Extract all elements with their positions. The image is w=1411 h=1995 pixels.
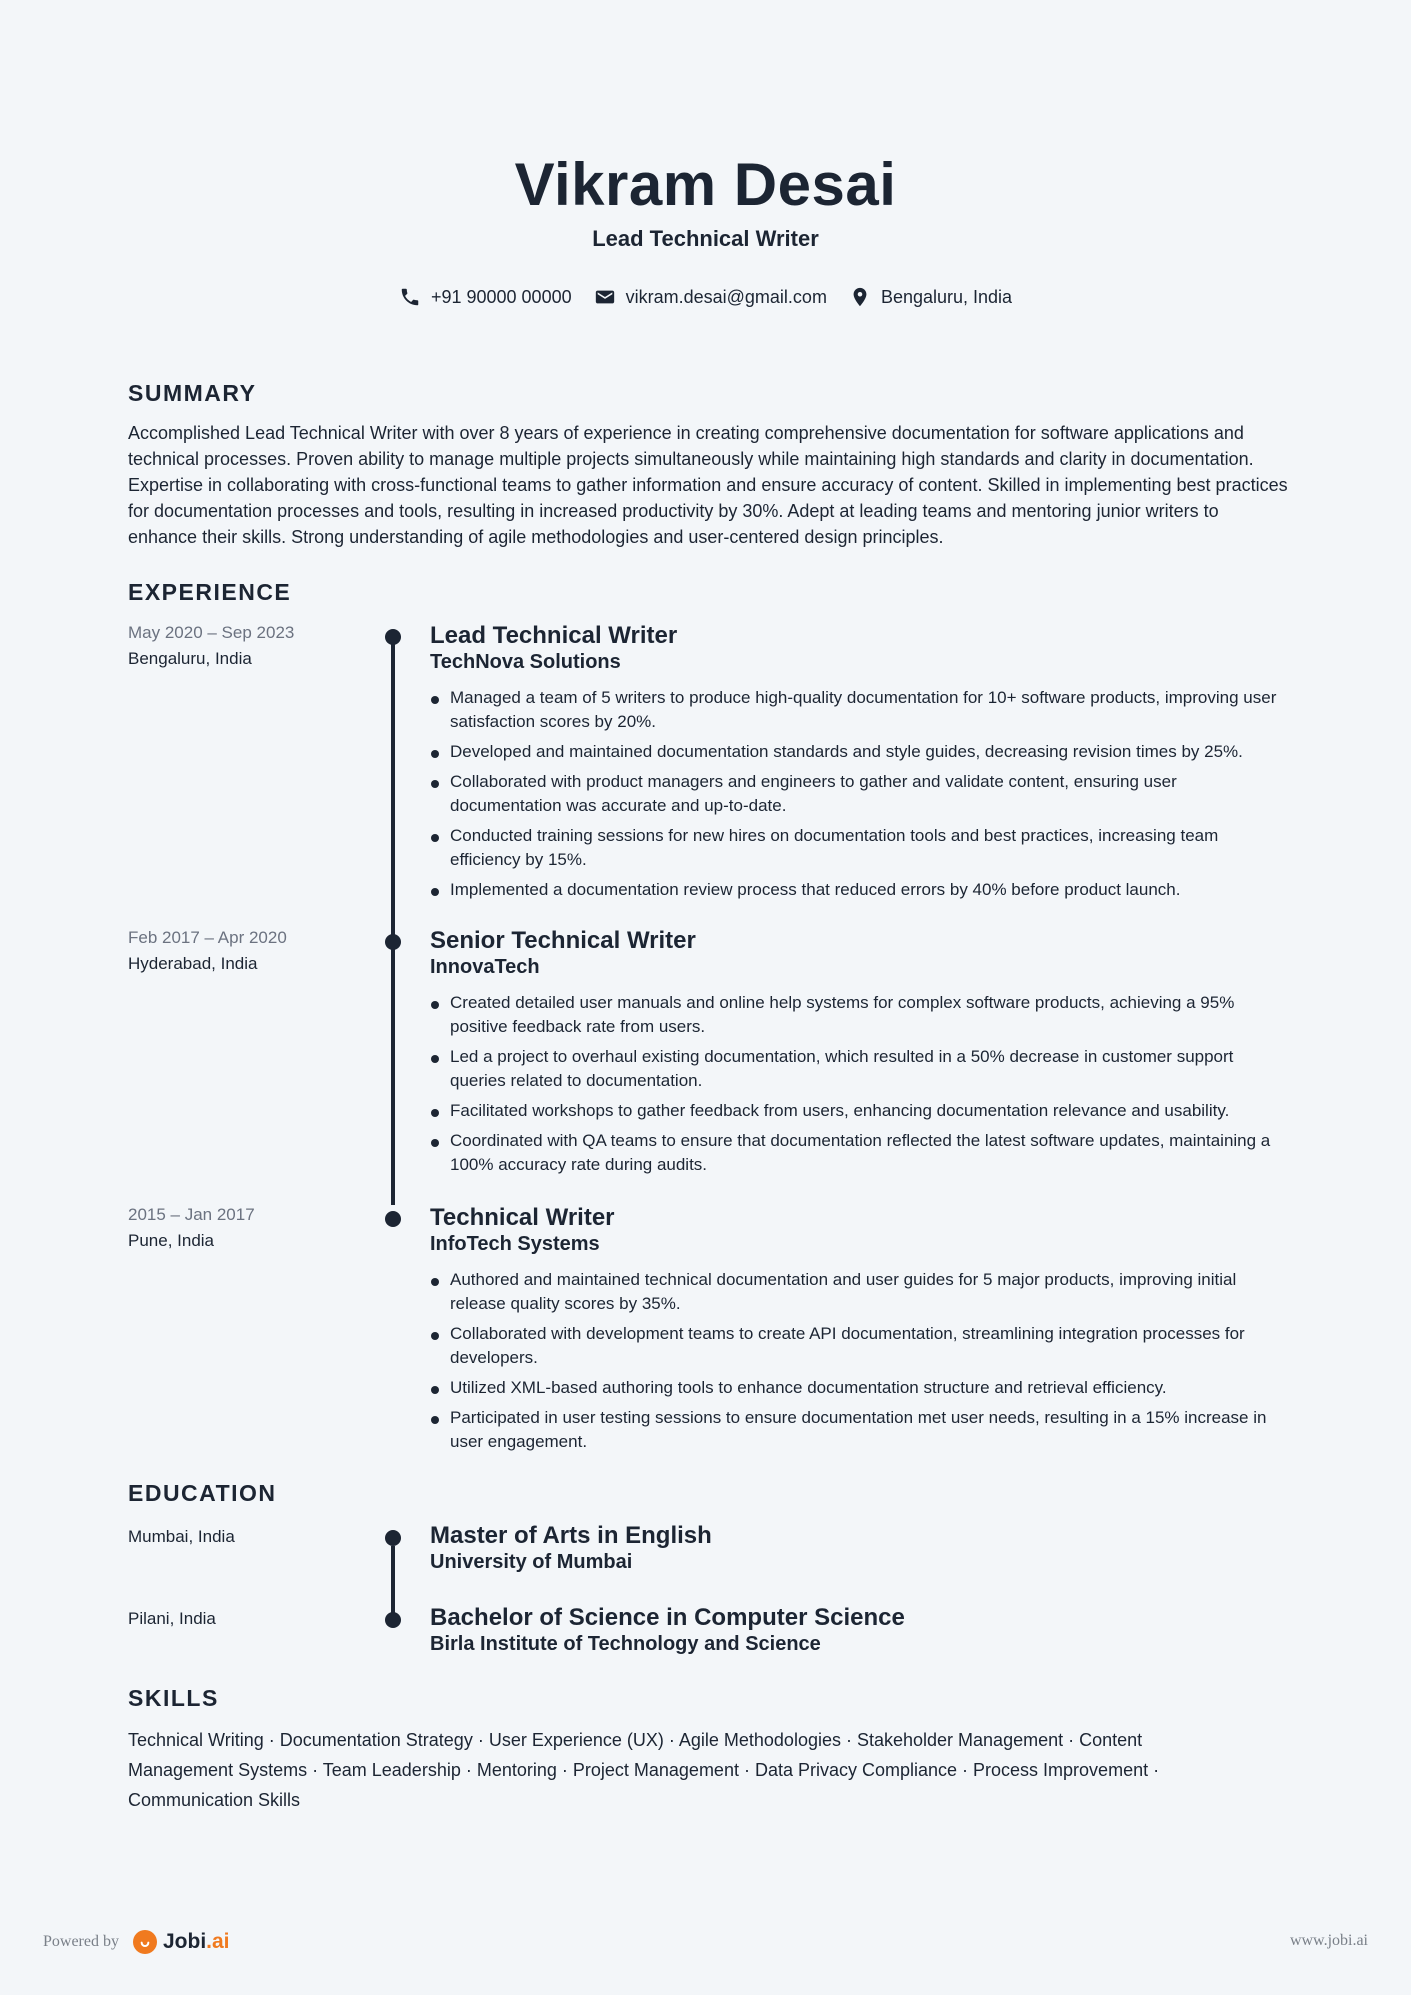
job-bullet: Utilized XML-based authoring tools to enhance documentation structure and retrieval efficiency. (430, 1376, 1290, 1400)
footer-powered-by (43, 1930, 230, 1954)
job-dates: Feb 2017 – Apr 2020 (128, 928, 287, 947)
phone-text: +91 90000 00000 (430, 286, 572, 307)
job-title: Senior Technical Writer (430, 927, 696, 954)
edu-location: Mumbai, India (128, 1527, 235, 1546)
edu-location: Pilani, India (128, 1609, 216, 1628)
timeline-dot (385, 629, 401, 645)
location-text: Bengaluru, India (880, 286, 1013, 307)
phone-icon (399, 286, 421, 308)
candidate-name: Vikram Desai (514, 151, 897, 218)
timeline-dot (385, 1612, 401, 1628)
job-dates: 2015 – Jan 2017 (128, 1205, 255, 1224)
email-text: vikram.desai@gmail.com (625, 286, 827, 307)
contact-phone (399, 286, 572, 308)
job-location: Pune, India (128, 1231, 215, 1250)
brand-name-accent: .ai (206, 1930, 230, 1953)
job-meta (128, 925, 368, 977)
candidate-role: Lead Technical Writer (592, 226, 819, 251)
edu-meta (128, 1606, 368, 1632)
timeline-dot (385, 934, 401, 950)
job-bullet: Managed a team of 5 writers to produce high-quality documentation for 10+ software products, improving user satisfaction scores by 20%. (430, 686, 1290, 734)
job-entry (430, 1204, 1290, 1460)
experience-heading: EXPERIENCE (128, 579, 292, 605)
job-bullet: Conducted training sessions for new hires on documentation tools and best practices, increasing team efficiency by 15%. (430, 824, 1290, 872)
summary-text: Accomplished Lead Technical Writer with over 8 years of experience in creating comprehensive documentation for software applications and technical processes. Proven ability to manage multiple projects simultaneously while maintaining high standards and clarity in documentation. Expertise in collaborating with cross-functional teams to gather information and ensure accuracy of content. Skilled in implementing best practices for documentation processes and tools, resulting in increased productivity by 30%. Adept at leading teams and mentoring junior writers to enhance their skills. Strong understanding of agile methodologies and user-centered design principles. (128, 423, 1288, 547)
summary-heading: SUMMARY (128, 380, 257, 406)
edu-entry (430, 1522, 1290, 1574)
job-entry (430, 927, 1290, 1183)
footer-website[interactable]: www.jobi.ai (1289, 1932, 1368, 1949)
job-company: InfoTech Systems (430, 1233, 600, 1255)
job-bullet: Participated in user testing sessions to ensure documentation met user needs, resulting in a 15% increase in user engagement. (430, 1406, 1290, 1454)
email-icon (594, 286, 616, 308)
skills-heading: SKILLS (128, 1685, 219, 1711)
edu-degree: Bachelor of Science in Computer Science (430, 1604, 905, 1631)
job-bullets (430, 1268, 1290, 1454)
job-dates: May 2020 – Sep 2023 (128, 623, 295, 642)
brand-name (163, 1930, 230, 1954)
job-location: Bengaluru, India (128, 649, 252, 668)
job-bullets (430, 991, 1290, 1177)
job-location: Hyderabad, India (128, 954, 258, 973)
edu-school: Birla Institute of Technology and Science (430, 1633, 821, 1655)
job-meta (128, 1202, 368, 1254)
job-bullet: Facilitated workshops to gather feedback from users, enhancing documentation relevance and usability. (430, 1099, 1290, 1123)
timeline-dot (385, 1211, 401, 1227)
job-bullet: Developed and maintained documentation standards and style guides, decreasing revision times by 25%. (430, 740, 1290, 764)
powered-by-label: Powered by (43, 1933, 119, 1950)
job-meta (128, 620, 368, 672)
job-bullet: Implemented a documentation review process that reduced errors by 40% before product launch. (430, 878, 1290, 902)
timeline-dot (385, 1530, 401, 1546)
job-bullet: Collaborated with product managers and engineers to gather and validate content, ensuring user documentation was accurate and up-to-date. (430, 770, 1290, 818)
job-bullet: Authored and maintained technical documentation and user guides for 5 major products, improving initial release quality scores by 35%. (430, 1268, 1290, 1316)
education-timeline-line (391, 1546, 395, 1620)
experience-timeline-line (391, 637, 395, 1205)
skills-text: Technical Writing · Documentation Strategy · User Experience (UX) · Agile Methodologies · Stakeholder Management · Content Management Systems · Team Leadership · Mentoring · Project Management · Data Privacy Compliance · Process Improvement · Communication Skills (128, 1730, 1160, 1810)
edu-entry (430, 1604, 1290, 1656)
location-pin-icon (849, 286, 871, 308)
edu-meta (128, 1524, 368, 1550)
job-title: Technical Writer (430, 1204, 615, 1231)
brand-name-main: Jobi (162, 1930, 207, 1953)
job-title: Lead Technical Writer (430, 622, 678, 649)
job-bullet: Led a project to overhaul existing documentation, which resulted in a 50% decrease in customer support queries related to documentation. (430, 1045, 1290, 1093)
job-company: InnovaTech (430, 956, 540, 978)
edu-school: University of Mumbai (430, 1551, 633, 1573)
job-bullet: Created detailed user manuals and online help systems for complex software products, achieving a 95% positive feedback rate from users. (430, 991, 1290, 1039)
edu-degree: Master of Arts in English (430, 1522, 712, 1549)
job-bullet: Collaborated with development teams to create API documentation, streamlining integration processes for developers. (430, 1322, 1290, 1370)
contact-location (849, 286, 1012, 308)
job-bullet: Coordinated with QA teams to ensure that documentation reflected the latest software updates, maintaining a 100% accuracy rate during audits. (430, 1129, 1290, 1177)
contact-row (0, 286, 1411, 308)
brand-logo[interactable] (133, 1930, 230, 1954)
education-heading: EDUCATION (128, 1480, 277, 1506)
job-bullets (430, 686, 1290, 902)
job-company: TechNova Solutions (430, 651, 621, 673)
jobi-logo-icon (133, 1930, 157, 1954)
contact-email (594, 286, 827, 308)
job-entry (430, 622, 1290, 908)
